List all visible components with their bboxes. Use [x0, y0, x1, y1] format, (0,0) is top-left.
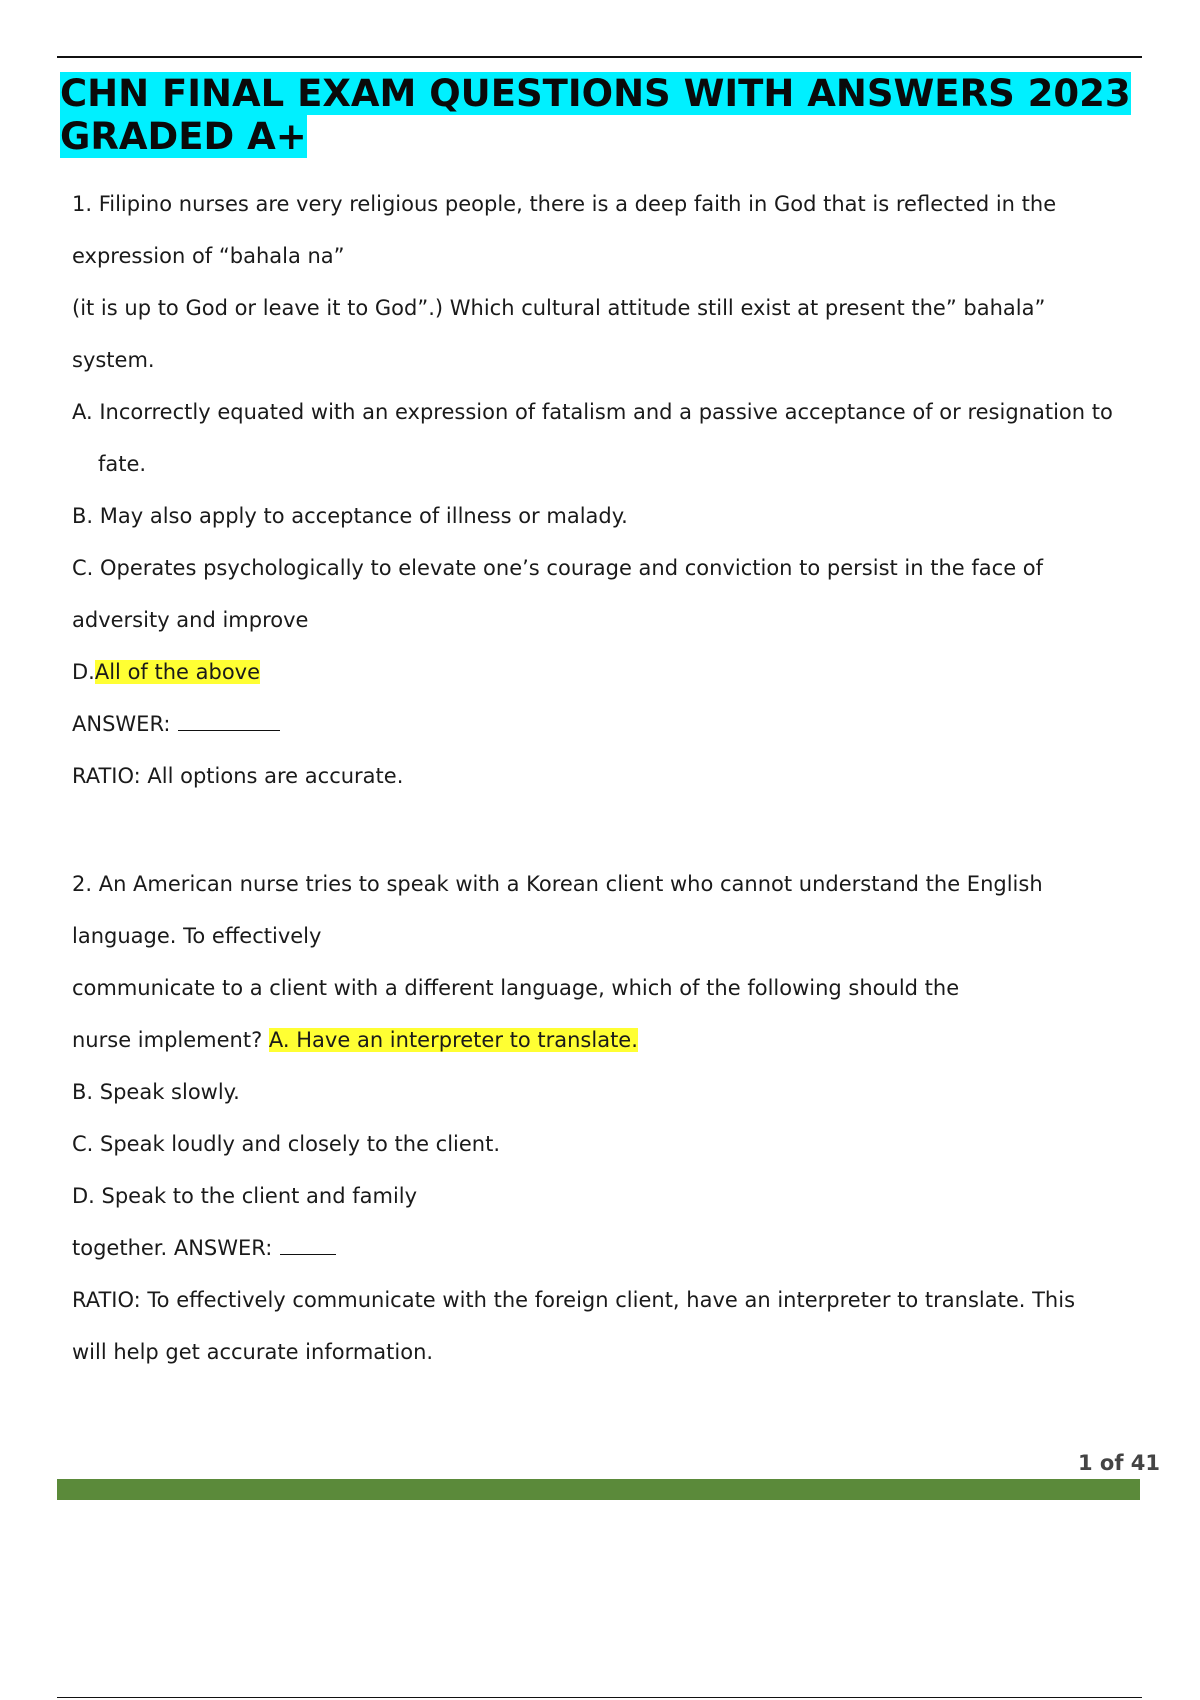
- title-highlight: CHN FINAL EXAM QUESTIONS WITH ANSWERS 2023 GRADED A+: [60, 72, 1131, 158]
- q2-correct-answer-highlight: A. Have an interpreter to translate.: [268, 1028, 638, 1052]
- document-title: [60, 72, 1150, 158]
- q1-stem-line-4: system.: [72, 348, 155, 372]
- title-block: [60, 72, 1150, 158]
- q2-stem-line-1: 2. An American nurse tries to speak with a Korean client who cannot understand the English: [72, 872, 1043, 896]
- q1-option-a-line-2: fate.: [98, 452, 147, 476]
- top-rule: [57, 56, 1142, 58]
- q1-stem-line-2: expression of “bahala na”: [72, 244, 345, 268]
- q1-option-c-line-1: C. Operates psychologically to elevate one’s courage and conviction to persist in the face of: [72, 556, 1044, 580]
- q1-option-d: [72, 658, 260, 686]
- q1-answer-line: [72, 710, 280, 738]
- q1-ratio: RATIO: All options are accurate.: [72, 764, 404, 788]
- page-number: 1 of 41: [1077, 1451, 1160, 1475]
- q2-ratio-line-1: RATIO: To effectively communicate with the foreign client, have an interpreter to translate. This: [72, 1288, 1076, 1312]
- q1-answer-blank: [178, 710, 280, 731]
- q2-stem-line-3: communicate to a client with a different language, which of the following should the: [72, 976, 960, 1000]
- q2-stem-prefix: nurse implement?: [72, 1028, 263, 1052]
- q1-stem-line-1: 1. Filipino nurses are very religious people, there is a deep faith in God that is reflected in the: [72, 192, 1057, 216]
- q2-option-b: B. Speak slowly.: [72, 1080, 240, 1104]
- q2-answer-line: [72, 1234, 336, 1262]
- q1-answer-label: ANSWER:: [72, 712, 171, 736]
- q2-stem-line-2: language. To effectively: [72, 924, 322, 948]
- q1-option-b: B. May also apply to acceptance of illness or malady.: [72, 504, 628, 528]
- q1-option-d-prefix: D.: [72, 660, 95, 684]
- q2-stem-line-4: [72, 1026, 638, 1054]
- q1-stem-line-3: (it is up to God or leave it to God”.) Which cultural attitude still exist at present the” bahala”: [72, 296, 1046, 320]
- q2-ratio-line-2: will help get accurate information.: [72, 1340, 434, 1364]
- q1-option-a-line-1: A. Incorrectly equated with an expression of fatalism and a passive acceptance of or resignation to: [72, 400, 1113, 424]
- footer-bar: [57, 1479, 1140, 1500]
- bottom-rule: [57, 1697, 1142, 1698]
- q1-option-c-line-2: adversity and improve: [72, 608, 309, 632]
- q2-option-d: D. Speak to the client and family: [72, 1184, 418, 1208]
- q2-option-c: C. Speak loudly and closely to the client.: [72, 1132, 501, 1156]
- q2-answer-blank: [280, 1234, 336, 1255]
- q2-answer-label: together. ANSWER:: [72, 1236, 273, 1260]
- q1-correct-answer-highlight: All of the above: [94, 660, 261, 684]
